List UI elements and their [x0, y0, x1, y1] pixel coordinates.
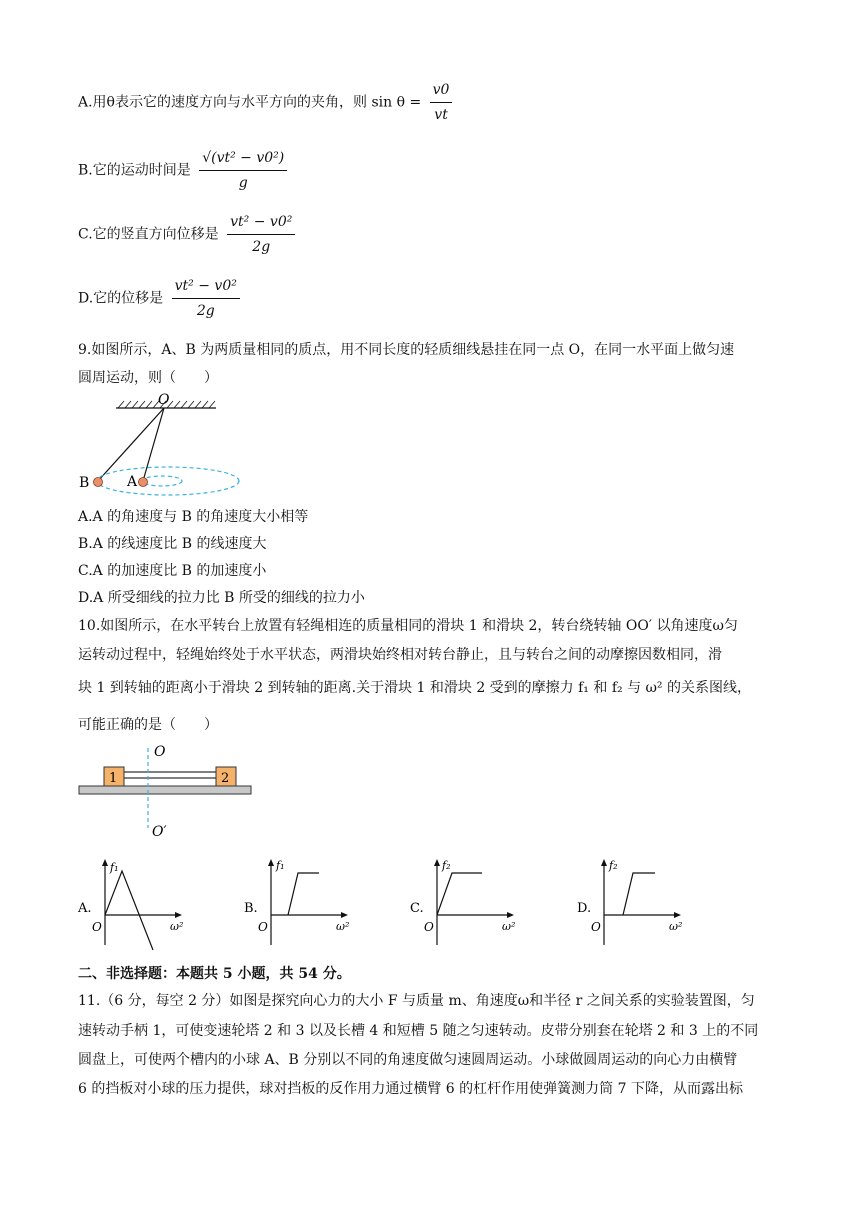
q8-a-numerator: v0: [430, 80, 453, 103]
q10-turntable-figure: [74, 740, 274, 840]
q9-pendulum-figure: [76, 390, 276, 500]
q9-stem-line-1: 9.如图所示，A、B 为两质量相同的质点，用不同长度的轻质细线悬挂在同一点 O，在同一水平面上做匀速: [78, 342, 735, 358]
q10-stem-line-4: 可能正确的是（ ）: [78, 717, 218, 733]
q10-graph-c-curve: [437, 873, 482, 915]
q10-graph-a-ylabel: f₁: [110, 861, 119, 874]
q9-stem-line-2: 圆周运动，则（ ）: [78, 370, 218, 386]
q9-option-b: B.A 的线速度比 B 的线速度大: [78, 536, 267, 552]
q10-graph-a-origin: O: [92, 920, 102, 934]
q10-graph-c-xlabel: ω²: [502, 920, 516, 933]
q9-label-b: B: [79, 475, 90, 491]
q10-turntable: [79, 786, 251, 794]
q10-graph-b-origin: O: [258, 920, 268, 934]
q10-graph-c-x-arrow: [507, 912, 514, 918]
q8-a-denominator: vt: [434, 107, 448, 123]
q9-label-o: O: [158, 392, 170, 408]
q10-graph-d-x-arrow: [674, 912, 681, 918]
q10-graph-c: [410, 855, 530, 955]
section-2-heading: 二、非选择题：本题共 5 小题，共 54 分。: [78, 966, 351, 982]
q8-d-numerator: vt² − v0²: [172, 276, 240, 299]
q8-option-b-text: B.它的运动时间是: [78, 162, 191, 179]
q10-graph-d-xlabel: ω²: [669, 920, 683, 933]
q10-block-2-label: 2: [221, 771, 230, 786]
q9-ball-a: [139, 478, 148, 487]
q10-graph-d-origin: O: [591, 920, 601, 934]
q9-orbit-a: [142, 476, 182, 486]
q8-c-numerator: vt² − v0²: [227, 212, 295, 235]
q10-graph-c-origin: O: [424, 920, 434, 934]
q10-block-1-label: 1: [109, 771, 118, 786]
q9-option-c: C.A 的加速度比 B 的加速度小: [78, 563, 267, 579]
q8-b-numerator: √(vt² − v0²): [199, 148, 287, 171]
q10-graph-a: [78, 855, 198, 955]
q11-line-4: 6 的挡板对小球的压力提供，球对挡板的反作用力通过横臂 6 的杠杆作用使弹簧测力筒 7 下降，从而露出标: [78, 1081, 743, 1097]
q8-option-d-fraction: [172, 276, 240, 321]
q10-graph-c-y-arrow: [434, 859, 440, 866]
q10-graph-d: [577, 855, 697, 955]
q10-graph-d-y-arrow: [601, 859, 607, 866]
q11-line-1: 11.（6 分，每空 2 分）如图是探究向心力的大小 F 与质量 m、角速度ω和半径 r 之间关系的实验装置图，匀: [78, 993, 755, 1009]
q10-graph-a-x-arrow: [175, 912, 182, 918]
q10-graph-b-ylabel: f₁: [276, 859, 285, 872]
q10-graph-b: [244, 855, 364, 955]
q10-graph-a-y-arrow: [102, 859, 108, 866]
q8-d-denominator: 2g: [196, 303, 215, 319]
q8-option-d-text: D.它的位移是: [78, 290, 164, 307]
q9-label-a: A: [127, 474, 138, 490]
q10-graph-b-curve: [288, 873, 319, 915]
q10-graph-a-label: A.: [78, 901, 92, 916]
q10-label-o: O: [154, 744, 166, 760]
q9-option-a: A.A 的角速度与 B 的角速度大小相等: [78, 509, 309, 525]
q9-ball-b: [94, 478, 103, 487]
q8-option-c-text: C.它的竖直方向位移是: [78, 226, 219, 243]
q10-label-o-prime: O′: [152, 824, 167, 840]
q8-option-a-text: A.用θ表示它的速度方向与水平方向的夹角，则 sin θ =: [78, 94, 422, 111]
q8-b-denominator: g: [238, 175, 248, 191]
q10-graph-b-xlabel: ω²: [336, 920, 350, 933]
q10-graph-a-curve: [105, 871, 153, 950]
q10-stem-line-2: 运转动过程中，轻绳始终处于水平状态，两滑块始终相对转台静止，且与转台之间的动摩擦因数相同，滑: [78, 647, 722, 663]
q11-line-2: 速转动手柄 1，可使变速轮塔 2 和 3 以及长槽 4 和短槽 5 随之匀速转动。皮带分别套在轮塔 2 和 3 上的不同: [78, 1023, 759, 1039]
q10-graph-d-label: D.: [577, 901, 592, 916]
q8-option-b: [78, 148, 287, 193]
q10-graph-b-x-arrow: [341, 912, 348, 918]
q10-graph-b-label: B.: [244, 901, 258, 916]
q10-stem-line-1: 10.如图所示，在水平转台上放置有轻绳相连的质量相同的滑块 1 和滑块 2，转台绕转轴 OO′ 以角速度ω匀: [78, 618, 738, 634]
q8-option-c: [78, 212, 295, 257]
q8-option-a: [78, 80, 452, 125]
q8-option-c-fraction: [227, 212, 295, 257]
q8-option-b-fraction: [199, 148, 287, 193]
q10-graph-a-xlabel: ω²: [170, 920, 184, 933]
q10-stem-line-3: 块 1 到转轴的距离小于滑块 2 到转轴的距离.关于滑块 1 和滑块 2 受到的摩擦力 f₁ 和 f₂ 与 ω² 的关系图线，: [78, 680, 751, 696]
q10-graph-b-y-arrow: [268, 859, 274, 866]
q9-option-d: D.A 所受细线的拉力比 B 所受的细线的拉力小: [78, 590, 365, 606]
q8-c-denominator: 2g: [252, 239, 271, 255]
q8-option-d: [78, 276, 240, 321]
q10-graph-d-curve: [623, 873, 655, 915]
q10-graph-d-ylabel: f₂: [609, 859, 618, 872]
q9-orbit-b: [97, 467, 239, 495]
q10-graph-c-label: C.: [410, 901, 424, 916]
q11-line-3: 圆盘上，可使两个槽内的小球 A、B 分别以不同的角速度做匀速圆周运动。小球做圆周运动的向心力由横臂: [78, 1052, 738, 1068]
q8-option-a-fraction: [430, 80, 453, 125]
q10-graph-c-ylabel: f₂: [442, 859, 451, 872]
